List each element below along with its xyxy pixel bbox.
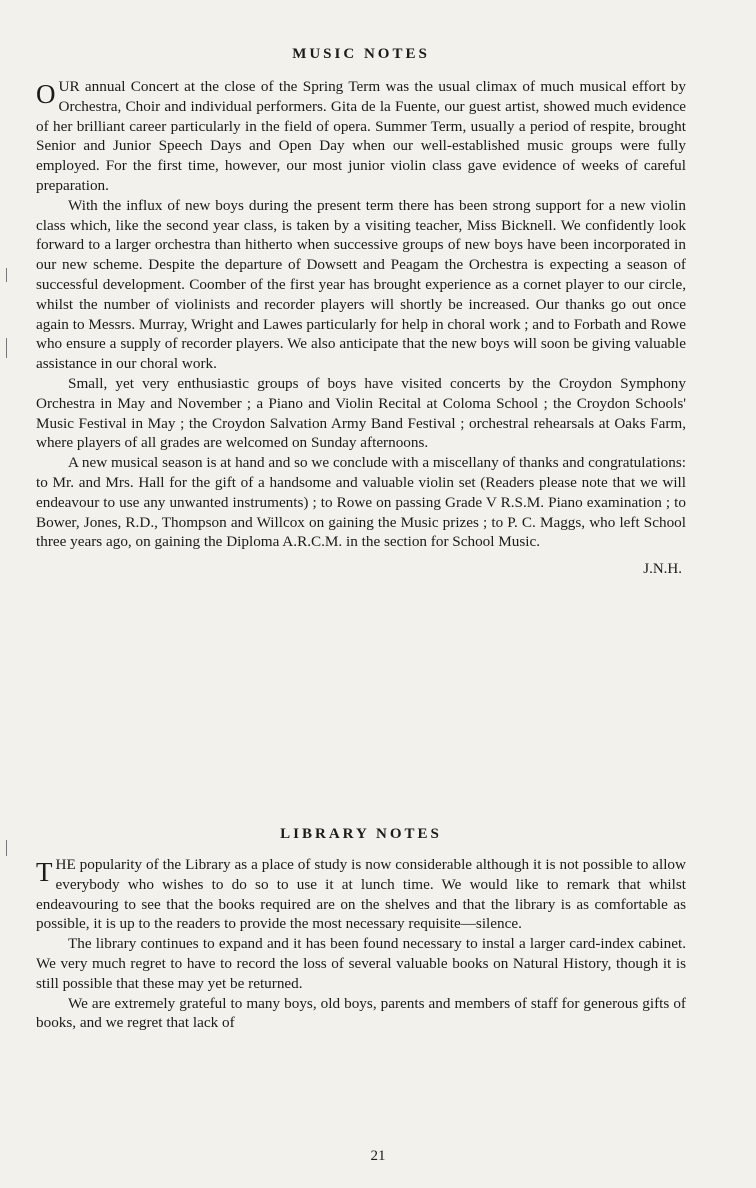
music-paragraph-1-text: UR annual Concert at the close of the Spring Term was the usual climax of much musical effort by Orchestra, Choir and individual performers. Gita de la Fuente, our guest artist, showed much evidence of her brilliant career particularly in the field of opera. Summer Term, usually a period of respite, brought Senior and Junior Speech Days and Open Day when our well-established music groups were fully employed. For the first time, however, our most junior violin class gave evidence of weeks of careful preparation. (36, 78, 686, 194)
library-notes-title: LIBRARY NOTES (280, 826, 442, 842)
library-paragraph-2: The library continues to expand and it has been found necessary to instal a larger card-index cabinet. We very much regret to have to record the loss of several valuable books on Natural History, though it is still possible that these may yet be returned. (36, 935, 686, 992)
library-paragraph-1-text: HE popularity of the Library as a place of study is now considerable although it is not possible to allow everybody who wishes to do so to use it at lunch time. We would like to remark that whilst endeavouring to see that the books required are on the shelves and that the library is as comfortable as possible, it is up to the readers to provide the most necessary requisite—silence. (36, 856, 686, 933)
page-edge-mark (6, 268, 7, 282)
library-notes-section (36, 826, 686, 1033)
music-notes-section (36, 46, 686, 578)
library-paragraph-3: We are extremely grateful to many boys, old boys, parents and members of staff for generous gifts of books, and we regret that lack of (36, 994, 686, 1032)
music-paragraph-2: With the influx of new boys during the present term there has been strong support for a new violin class which, like the second year class, is taken by a visiting teacher, Miss Bicknell. We confidently look forward to a larger orchestra than hitherto when successive groups of new boys have been incorporated in our new scheme. Despite the departure of Dowsett and Peagam the Orchestra is expecting a season of successful development. Coomber of the first year has brought experience as a cornet player to our circle, whilst the number of violinists and recorder players will shortly be increased. Our thanks go out once again to Messrs. Murray, Wright and Lawes particularly for help in choral work ; and to Forbath and Rowe who ensure a supply of recorder players. We also anticipate that the new boys will soon be giving valuable assistance in our choral work. (36, 196, 686, 373)
page-edge-mark (6, 338, 7, 358)
music-paragraph-3: Small, yet very enthusiastic groups of boys have visited concerts by the Croydon Symphony Orchestra in May and November ; a Piano and Violin Recital at Coloma School ; the Croydon Schools' Music Festival in May ; the Croydon Salvation Army Band Festival ; orchestral rehearsals at Oaks Farm, where players of all grades are welcomed on Sunday afternoons. (36, 374, 686, 452)
music-dropcap: O (36, 79, 56, 109)
page-number: 21 (370, 1148, 386, 1164)
music-paragraph-4: A new musical season is at hand and so we conclude with a miscellany of thanks and congratulations: to Mr. and Mrs. Hall for the gift of a handsome and valuable violin set (Readers please note that we will endeavour to use any unwanted instruments) ; to Rowe on passing Grade V R.S.M. Piano examination ; to Bower, Jones, R.D., Thompson and Willcox on gaining the Music prizes ; to P. C. Maggs, who left School three years ago, on gaining the Diploma A.R.C.M. in the section for School Music. (36, 454, 686, 551)
library-dropcap: T (36, 857, 53, 887)
music-paragraph-1 (36, 77, 686, 196)
page-edge-mark (6, 840, 7, 856)
music-signature: J.N.H. (643, 561, 682, 578)
library-paragraph-1 (36, 855, 686, 934)
music-notes-title: MUSIC NOTES (292, 46, 430, 62)
